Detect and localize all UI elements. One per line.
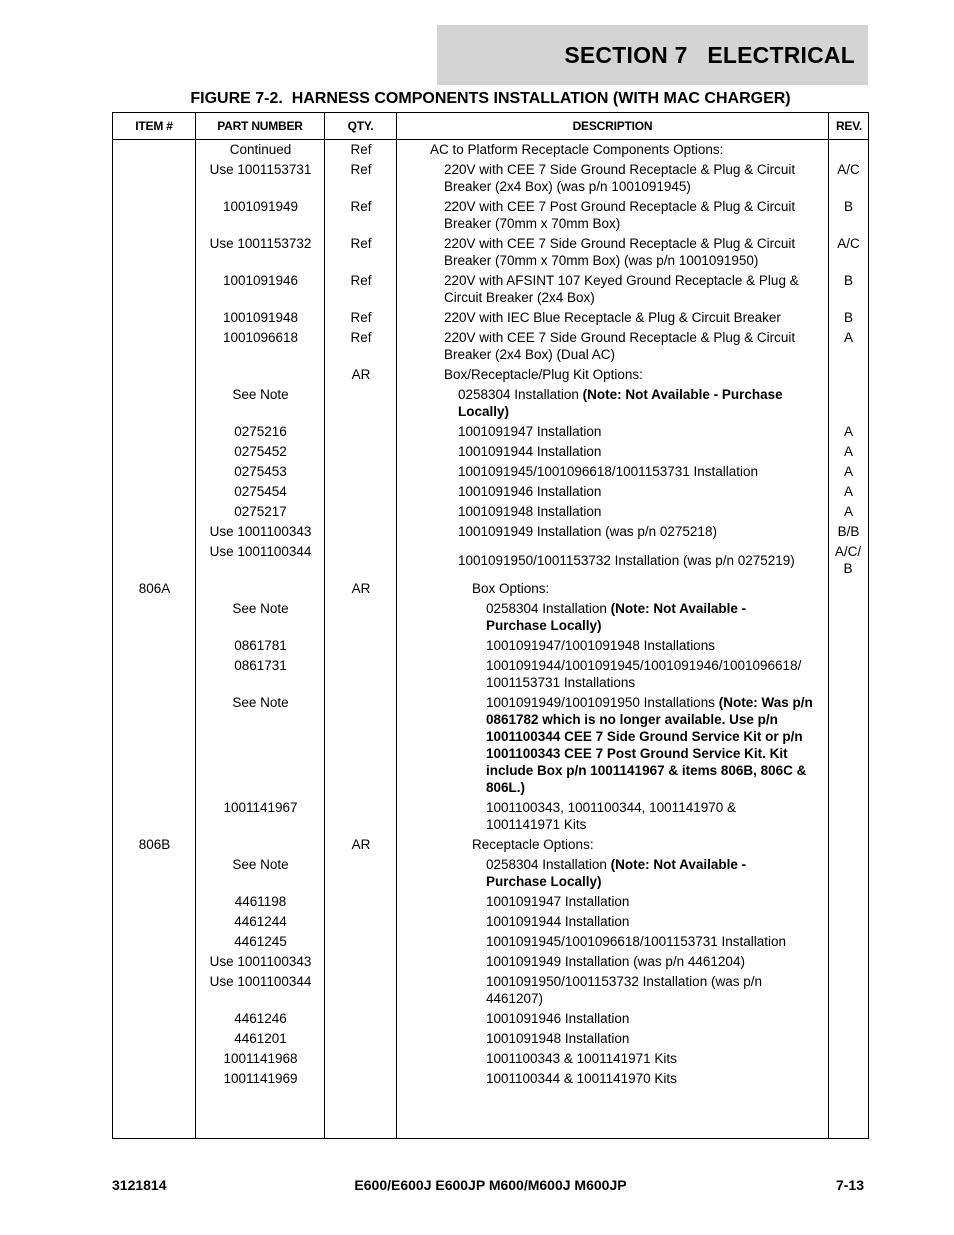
rev-cell — [828, 913, 869, 930]
item-cell — [113, 694, 196, 796]
part-number-cell: 4461245 — [234, 934, 287, 949]
description-text: 1001100343 & 1001141971 Kits — [486, 1051, 677, 1066]
item-cell — [113, 600, 196, 634]
parts-table — [112, 112, 869, 1139]
table-row — [113, 913, 868, 930]
item-cell — [113, 1010, 196, 1027]
part-number-cell: 4461201 — [234, 1031, 287, 1046]
description-cell — [397, 836, 828, 853]
qty-cell: AR — [351, 837, 371, 852]
qty-cell — [325, 1050, 397, 1067]
qty-cell — [325, 600, 397, 634]
part-number-cell: 1001096618 — [222, 330, 299, 345]
description-text: 1001091945/1001096618/1001153731 Installation — [458, 464, 759, 479]
description-text: 1001100343, 1001100344, 1001141970 & 1001141971 Kits — [486, 800, 736, 832]
description-note: (Note: Was p/n 0861782 which is no longer available. Use p/n 1001100344 CEE 7 Side Ground Service Kit or p/n 1001100343 CEE 7 Post Ground Service Kit. Kit include Box p/n 1001141967 & items 806B, 806C & 806L.) — [486, 695, 813, 795]
description-cell — [397, 953, 828, 970]
qty-cell: Ref — [350, 236, 372, 251]
description-text: 1001091945/1001096618/1001153731 Installation — [486, 934, 787, 949]
item-cell — [113, 443, 196, 460]
description-cell — [397, 198, 828, 232]
rev-cell: B/B — [837, 524, 860, 539]
table-row — [113, 953, 868, 970]
page-number: 7-13 — [835, 1177, 864, 1193]
part-number-cell: 0275216 — [234, 424, 287, 439]
item-cell — [113, 1030, 196, 1047]
qty-cell — [325, 386, 397, 420]
rev-cell: B — [843, 273, 853, 288]
item-cell: 806B — [138, 837, 171, 852]
description-cell — [397, 483, 828, 500]
table-row — [113, 329, 868, 363]
item-cell — [113, 657, 196, 691]
description-cell — [397, 893, 828, 910]
part-number-cell — [196, 366, 325, 383]
part-number-cell: 0861731 — [234, 658, 287, 673]
description-cell — [397, 1010, 828, 1027]
description-cell — [397, 694, 828, 796]
qty-cell — [325, 463, 397, 480]
part-number-cell: 0275454 — [234, 484, 287, 499]
item-cell — [113, 503, 196, 520]
rev-cell: A/C — [837, 236, 860, 251]
rev-cell: A/C/ B — [834, 544, 862, 576]
qty-cell — [325, 856, 397, 890]
description-text: 1001091947/1001091948 Installations — [486, 638, 715, 653]
item-cell — [113, 366, 196, 383]
part-number-cell: See Note — [232, 857, 289, 872]
rev-cell — [828, 1030, 869, 1047]
rev-cell — [828, 141, 869, 158]
description-cell — [397, 933, 828, 950]
table-row — [113, 856, 868, 890]
description-cell — [397, 161, 828, 195]
part-number-cell: 1001091948 — [222, 310, 299, 325]
description-cell — [397, 580, 828, 597]
rev-cell — [828, 366, 869, 383]
table-row — [113, 423, 868, 440]
qty-cell — [325, 503, 397, 520]
rev-cell: A — [843, 424, 853, 439]
item-cell — [113, 235, 196, 269]
table-row — [113, 973, 868, 1007]
part-number-cell: 4461244 — [234, 914, 287, 929]
qty-cell — [325, 694, 397, 796]
rev-cell — [828, 799, 869, 833]
rev-cell — [828, 1010, 869, 1027]
description-cell — [397, 552, 828, 569]
item-cell: 806A — [138, 581, 171, 596]
qty-cell — [325, 443, 397, 460]
rev-cell: A — [843, 330, 853, 345]
section-banner — [437, 25, 868, 85]
table-row — [113, 272, 868, 306]
rev-cell — [828, 580, 869, 597]
description-text: 1001091949 Installation (was p/n 4461204) — [486, 954, 745, 969]
table-row — [113, 198, 868, 232]
rev-cell: B — [843, 199, 853, 214]
rev-cell — [828, 600, 869, 634]
description-cell — [397, 523, 828, 540]
item-cell — [113, 523, 196, 540]
item-cell — [113, 1070, 196, 1087]
description-text: 1001091949/1001091950 Installations — [486, 695, 719, 710]
item-cell — [113, 893, 196, 910]
section-title: SECTION 7 ELECTRICAL — [564, 41, 855, 68]
description-text: Box/Receptacle/Plug Kit Options: — [444, 367, 643, 382]
col-header-part-number: PART NUMBER — [217, 119, 303, 133]
qty-cell — [325, 657, 397, 691]
part-number-cell: 4461246 — [234, 1011, 287, 1026]
table-row — [113, 309, 868, 326]
part-number-cell: Use 1001100344 — [209, 544, 312, 559]
header-divider — [113, 139, 868, 140]
table-row — [113, 523, 868, 540]
rev-cell: A — [843, 444, 853, 459]
part-number-cell: Use 1001153732 — [209, 236, 312, 251]
description-text: 220V with CEE 7 Side Ground Receptacle & Plug & Circuit Breaker (70mm x 70mm Box) (was p/n 1001091950) — [444, 236, 796, 268]
description-text: 220V with IEC Blue Receptacle & Plug & Circuit Breaker — [444, 310, 781, 325]
description-note: (Note: Not Available - Purchase Locally) — [486, 601, 747, 633]
description-text: 1001091946 Installation — [458, 484, 602, 499]
description-text: 1001091950/1001153732 Installation (was p/n 4461207) — [486, 974, 762, 1006]
item-cell — [113, 161, 196, 195]
part-number-cell: Use 1001100343 — [209, 954, 312, 969]
table-row — [113, 657, 868, 691]
description-cell — [397, 637, 828, 654]
part-number-cell: Continued — [229, 142, 292, 157]
table-row — [113, 235, 868, 269]
description-text: 0258304 Installation — [486, 857, 611, 872]
table-row — [113, 463, 868, 480]
description-cell — [397, 463, 828, 480]
description-text: 1001091948 Installation — [486, 1031, 630, 1046]
item-cell — [113, 913, 196, 930]
qty-cell — [325, 483, 397, 500]
qty-cell — [325, 523, 397, 540]
description-note: (Note: Not Available - Purchase Locally) — [458, 387, 783, 419]
item-cell — [113, 423, 196, 440]
qty-cell — [325, 953, 397, 970]
rev-cell — [828, 694, 869, 796]
description-text: 1001100344 & 1001141970 Kits — [486, 1071, 677, 1086]
part-number-cell: Use 1001100344 — [209, 974, 312, 989]
description-cell — [397, 423, 828, 440]
description-text: Receptacle Options: — [472, 837, 594, 852]
item-cell — [113, 329, 196, 363]
table-row — [113, 799, 868, 833]
part-number-cell — [196, 836, 325, 853]
rev-cell — [828, 1070, 869, 1087]
qty-cell — [325, 933, 397, 950]
qty-cell: Ref — [350, 330, 372, 345]
description-text: 1001091944/1001091945/1001091946/1001096618/ 1001153731 Installations — [486, 658, 802, 690]
description-text: 220V with CEE 7 Side Ground Receptacle & Plug & Circuit Breaker (2x4 Box) (Dual AC) — [444, 330, 796, 362]
qty-cell — [325, 1010, 397, 1027]
description-cell — [397, 503, 828, 520]
part-number-cell: 0275452 — [234, 444, 287, 459]
qty-cell: AR — [351, 367, 371, 382]
item-cell — [113, 309, 196, 326]
description-cell — [397, 235, 828, 269]
part-number-cell: See Note — [232, 601, 289, 616]
qty-cell — [325, 423, 397, 440]
model-list: E600/E600J E600JP M600/M600J M600JP — [354, 1177, 627, 1193]
item-cell — [113, 141, 196, 158]
rev-cell: A/C — [837, 162, 860, 177]
description-cell — [397, 1050, 828, 1067]
rev-cell — [828, 893, 869, 910]
rev-cell — [828, 637, 869, 654]
table-row — [113, 503, 868, 520]
description-cell — [397, 799, 828, 833]
description-cell — [397, 386, 828, 420]
doc-number: 3121814 — [112, 1177, 167, 1193]
description-text: 1001091948 Installation — [458, 504, 602, 519]
description-text: 0258304 Installation — [486, 601, 611, 616]
description-cell — [397, 600, 828, 634]
qty-cell: Ref — [350, 273, 372, 288]
description-cell — [397, 913, 828, 930]
item-cell — [113, 856, 196, 890]
description-cell — [397, 366, 828, 383]
qty-cell: Ref — [350, 199, 372, 214]
qty-cell — [325, 637, 397, 654]
table-body — [113, 141, 868, 1090]
rev-cell: A — [843, 464, 853, 479]
description-text: 220V with AFSINT 107 Keyed Ground Receptacle & Plug & Circuit Breaker (2x4 Box) — [444, 273, 799, 305]
item-cell — [113, 483, 196, 500]
item-cell — [113, 1050, 196, 1067]
part-number-cell: 0861781 — [234, 638, 287, 653]
item-cell — [113, 637, 196, 654]
qty-cell — [325, 543, 397, 577]
item-cell — [113, 953, 196, 970]
part-number-cell: 0275453 — [234, 464, 287, 479]
description-cell — [397, 443, 828, 460]
description-note: (Note: Not Available - Purchase Locally) — [486, 857, 747, 889]
item-cell — [113, 272, 196, 306]
qty-cell — [325, 1030, 397, 1047]
table-row — [113, 1070, 868, 1087]
part-number-cell: 0275217 — [234, 504, 287, 519]
qty-cell: Ref — [350, 310, 372, 325]
part-number-cell: 4461198 — [234, 894, 287, 909]
qty-cell — [325, 913, 397, 930]
part-number-cell: See Note — [232, 695, 289, 710]
table-row — [113, 1030, 868, 1047]
qty-cell — [325, 973, 397, 1007]
part-number-cell: 1001091949 — [222, 199, 299, 214]
description-text: 1001091946 Installation — [486, 1011, 630, 1026]
description-text: 1001091947 Installation — [458, 424, 602, 439]
table-row — [113, 600, 868, 634]
qty-cell — [325, 799, 397, 833]
rev-cell: B — [843, 310, 853, 325]
table-row — [113, 580, 868, 597]
rev-cell — [828, 836, 869, 853]
item-cell — [113, 543, 196, 577]
description-cell — [397, 272, 828, 306]
description-text: 1001091949 Installation (was p/n 0275218) — [458, 524, 717, 539]
rev-cell — [828, 933, 869, 950]
table-row — [113, 836, 868, 853]
description-cell — [397, 1070, 828, 1087]
description-cell — [397, 1030, 828, 1047]
rev-cell — [828, 856, 869, 890]
table-row — [113, 543, 868, 577]
description-text: 220V with CEE 7 Side Ground Receptacle & Plug & Circuit Breaker (2x4 Box) (was p/n 1001091945) — [444, 162, 796, 194]
description-text: 1001091947 Installation — [486, 894, 630, 909]
qty-cell — [325, 1070, 397, 1087]
description-cell — [397, 309, 828, 326]
part-number-cell: 1001091946 — [222, 273, 299, 288]
table-row — [113, 366, 868, 383]
part-number-cell: Use 1001153731 — [209, 162, 312, 177]
description-cell — [397, 141, 828, 158]
qty-cell: AR — [351, 581, 371, 596]
col-header-description: DESCRIPTION — [572, 119, 653, 133]
description-cell — [397, 657, 828, 691]
item-cell — [113, 463, 196, 480]
rev-cell — [828, 953, 869, 970]
description-text: 1001091950/1001153732 Installation (was p/n 0275219) — [458, 552, 795, 568]
table-row — [113, 141, 868, 158]
col-header-item: ITEM # — [135, 119, 173, 133]
item-cell — [113, 933, 196, 950]
qty-cell: Ref — [350, 142, 372, 157]
part-number-cell: 1001141969 — [223, 1071, 298, 1086]
part-number-cell: Use 1001100343 — [209, 524, 312, 539]
table-row — [113, 933, 868, 950]
rev-cell — [828, 657, 869, 691]
item-cell — [113, 973, 196, 1007]
rev-cell — [828, 973, 869, 1007]
description-text: AC to Platform Receptacle Components Options: — [430, 142, 724, 157]
description-cell — [397, 856, 828, 890]
table-row — [113, 161, 868, 195]
qty-cell — [325, 893, 397, 910]
part-number-cell — [196, 580, 325, 597]
table-row — [113, 1050, 868, 1067]
item-cell — [113, 799, 196, 833]
part-number-cell: See Note — [232, 387, 289, 402]
col-header-rev: REV. — [835, 119, 863, 133]
rev-cell — [828, 1050, 869, 1067]
qty-cell: Ref — [350, 162, 372, 177]
description-cell — [397, 329, 828, 363]
description-cell — [397, 973, 828, 1007]
item-cell — [113, 198, 196, 232]
table-row — [113, 694, 868, 796]
description-text: 1001091944 Installation — [458, 444, 602, 459]
rev-cell — [828, 386, 869, 420]
figure-title: FIGURE 7-2. HARNESS COMPONENTS INSTALLATION (WITH MAC CHARGER) — [190, 90, 791, 107]
table-row — [113, 386, 868, 420]
table-row — [113, 443, 868, 460]
table-row — [113, 893, 868, 910]
description-text: 1001091944 Installation — [486, 914, 630, 929]
table-row — [113, 483, 868, 500]
description-text: 220V with CEE 7 Post Ground Receptacle & Plug & Circuit Breaker (70mm x 70mm Box) — [444, 199, 796, 231]
description-text: Box Options: — [472, 581, 550, 596]
description-text: 0258304 Installation — [458, 387, 583, 402]
table-row — [113, 1010, 868, 1027]
item-cell — [113, 386, 196, 420]
rev-cell: A — [843, 484, 853, 499]
rev-cell: A — [843, 504, 853, 519]
table-row — [113, 637, 868, 654]
col-header-qty: QTY. — [347, 119, 374, 133]
part-number-cell: 1001141967 — [223, 800, 298, 815]
part-number-cell: 1001141968 — [223, 1051, 298, 1066]
